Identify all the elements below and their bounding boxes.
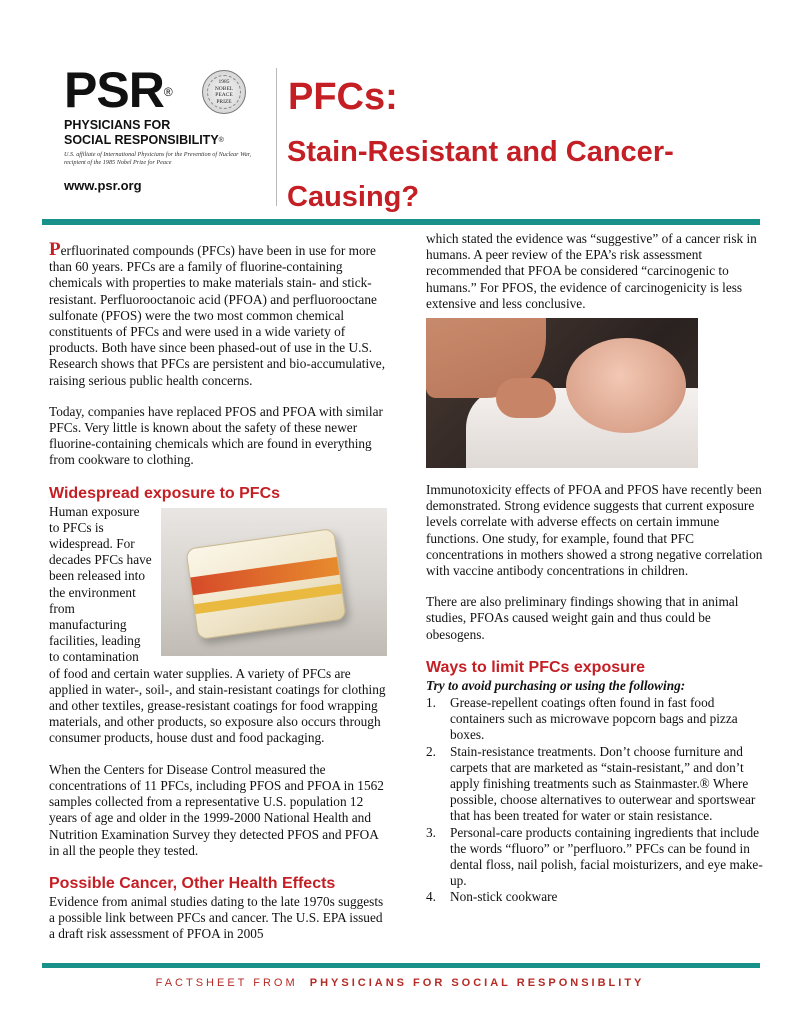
heading-widespread-exposure: Widespread exposure to PFCs xyxy=(49,484,281,502)
paragraph-animal-studies: Evidence from animal studies dating to the late 1970s suggests a possible link between PFCs and cancer. The U.S. EPA issued a draft risk assessment of PFOA in 2005 xyxy=(49,893,384,942)
page-subtitle: Stain-Resistant and Cancer-Causing? xyxy=(287,136,674,213)
heading-limit-exposure: Ways to limit PFCs exposure xyxy=(426,658,646,676)
affiliation-note: U.S. affiliate of International Physicians for the Prevention of Nuclear War, recipient of the 1985 Nobel Prize for Peace xyxy=(64,151,252,166)
wipes-package-photo xyxy=(161,508,387,656)
paragraph-exposure: Human exposure to PFCs is widespread. For decades PFCs have been released into the environment from manufacturing facilities, leading to contamination of food and certain water supplies. A variety of PFCs are applied in water-, soil-, and stain-resistant coatings for clothing and other textiles, grease-resistant coatings for food wrapping materials, and other products, so exposure also occurs through consumer products, house dust and food packaging. xyxy=(49,503,386,746)
list-item: 3. Personal-care products containing ingredients that include the words “fluoro” or ”perfluoro.” PFCs can be found in dental floss, nail polish, facial moisturizers, and eye make-up. xyxy=(426,824,763,889)
page-title: PFCs: xyxy=(288,76,398,118)
bottom-rule xyxy=(42,963,760,968)
footer xyxy=(0,977,800,989)
seal-peace: PEACE xyxy=(215,92,233,98)
top-rule xyxy=(42,219,760,225)
paragraph-replacements: Today, companies have replaced PFOS and PFOA with similar PFCs. Very little is known about the safety of these newer fluorine-containing chemicals which are found in everything from cookware to clothing. xyxy=(49,403,383,468)
website-url[interactable]: www.psr.org xyxy=(64,178,142,193)
heading-health-effects: Possible Cancer, Other Health Effects xyxy=(49,874,336,892)
footer-org: PHYSICIANS FOR SOCIAL RESPONSIBLITY xyxy=(309,977,645,989)
left-column xyxy=(49,239,387,958)
paragraph-cdc-survey: When the Centers for Disease Control measured the concentrations of 11 PFCs, including PFOS and PFOA in 1562 samples collected from a representative U.S. population 12 years of age and older in the 1999-2000 National Health and Nutrition Examination Survey they detected PFOS and PFOA in all the people they tested. xyxy=(49,761,384,858)
paragraph-epa-review: which stated the evidence was “suggestive” of a cancer risk in humans. A peer review of the EPA’s risk assessment recommended that PFOA be considered “carcinogenic to humans.” For PFOS, the evidence of carcinogenicity is less extensive and less conclusive. xyxy=(426,231,757,311)
wipes-package-icon xyxy=(185,528,346,640)
header-divider xyxy=(276,68,277,206)
nobel-peace-prize-seal-icon xyxy=(202,70,246,114)
paragraph-immunotoxicity: Immunotoxicity effects of PFOA and PFOS have recently been demonstrated. Strong evidence suggests that current exposure levels correlate with adverse effects on certain immune functions. One study, for example, found that PFC concentrations in mothers showed a strong negative correlation with vaccine antibody concentrations in children. xyxy=(426,482,763,579)
list-item: 1. Grease-repellent coatings often found in fast food containers such as microwave popcorn bags and pizza boxes. xyxy=(426,695,738,743)
seal-year: 1985 xyxy=(218,79,230,85)
org-name-line1: PHYSICIANS FOR xyxy=(64,118,171,132)
right-column xyxy=(426,231,766,906)
seal-prize: PRIZE xyxy=(216,98,232,105)
seal-nobel: NOBEL xyxy=(214,85,234,92)
paragraph-obesogens: There are also preliminary findings showing that in animal studies, PFOAs caused weight gain and thus could be obesogens. xyxy=(426,594,739,642)
organization-name xyxy=(64,118,274,148)
registered-mark: ® xyxy=(163,85,172,99)
tips-list xyxy=(426,695,766,906)
org-name-line2: SOCIAL RESPONSIBILITY xyxy=(64,133,219,147)
footer-prefix: FACTSHEET FROM xyxy=(155,977,298,989)
list-item: 2. Stain-resistance treatments. Don’t choose furniture and carpets that are marketed as “stain-resistant,” and don’t apply finishing treatments such as Stainmaster.® Where possible, choose alternatives to outerwear and sportswear that has been treated for water or stain resistance. xyxy=(426,743,756,824)
psr-logo: PSR® xyxy=(64,62,172,118)
org-registered-mark: ® xyxy=(218,137,224,144)
tips-intro: Try to avoid purchasing or using the following: xyxy=(426,677,686,693)
list-item: 4. Non-stick cookware xyxy=(426,889,558,905)
intro-paragraph: Perfluorinated compounds (PFCs) have been in use for more than 60 years. PFCs are a family of fluorine-containing chemicals with properties to make materials stain- and stick-resistant. Perfluorooctanoic acid (PFOA) and perfluorooctane sulfonate (PFOS) were the two most common chemical constituents of PFCs and were used in a wide variety of products. Both have since been phased-out of use in the U.S. Research shows that PFCs are persistent and bio-accumulative, raising serious public health concerns. xyxy=(49,239,386,388)
drop-cap: P xyxy=(49,239,61,260)
infant-photo xyxy=(426,318,698,468)
